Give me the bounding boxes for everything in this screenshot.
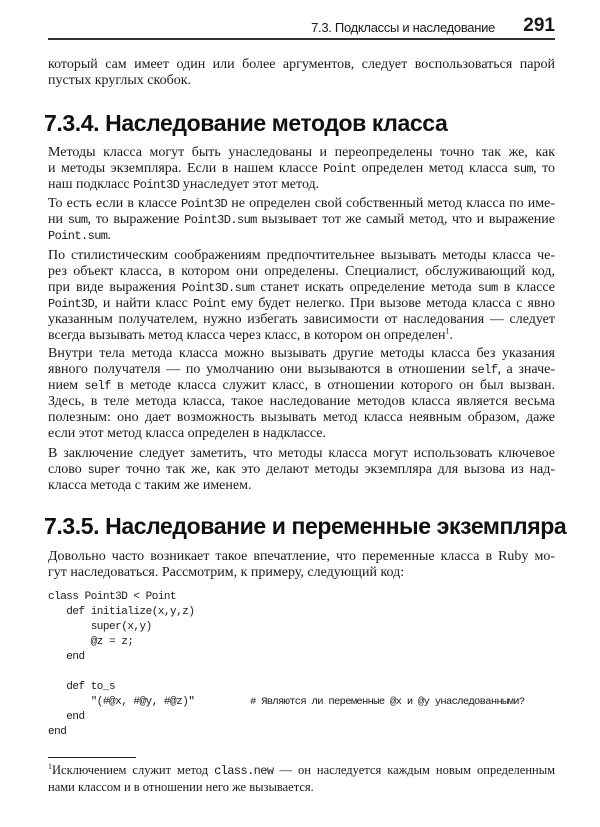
- text-line: [48, 57, 555, 73]
- paragraph: [48, 446, 555, 494]
- text-run: нами классом и в отношении него же вызывается.: [48, 780, 314, 794]
- inline-code: Point3D: [180, 197, 228, 211]
- text-run: ему будет нелегко. При вызове метода класса с явно: [226, 296, 555, 311]
- text-run: , и найти класс: [94, 296, 193, 311]
- code-text: end: [48, 651, 85, 663]
- text-run: наш подкласс: [48, 177, 134, 192]
- text-line: [48, 248, 555, 264]
- text-run: ни: [48, 212, 68, 227]
- code-text: @z = z;: [48, 636, 134, 648]
- text-line: [48, 280, 555, 296]
- inline-code: Point: [323, 162, 357, 176]
- text-run: не определен свой собственный метод класса по име-: [227, 196, 555, 211]
- inline-code: self: [470, 363, 498, 377]
- code-line: [48, 635, 555, 650]
- code-comment: # Являются ли переменные @x и @y унаследованными?: [250, 696, 525, 708]
- text-line: [48, 549, 555, 565]
- text-run: и методы экземпляра. Если в нашем классе: [48, 161, 324, 176]
- text-run: , то: [533, 161, 556, 176]
- text-run: полезным: оно дает возможность вызывать метод класса неявным образом, даже: [48, 410, 555, 425]
- text-run: нием: [48, 378, 85, 393]
- text-line: [48, 145, 555, 161]
- text-line: [48, 228, 555, 244]
- text-run: вызывает тот же самый метод, что и выражение: [256, 212, 555, 227]
- text-run: в классе: [497, 280, 556, 295]
- text-run: который сам имеет один или более аргументов, следует воспользоваться парой: [48, 57, 555, 72]
- code-line: [48, 650, 555, 665]
- code-text: "(#@x, #@y, #@z)": [48, 696, 195, 708]
- code-text: def initialize(x,y,z): [48, 606, 195, 618]
- text-run: определен метод класса: [356, 161, 514, 176]
- code-line: [48, 605, 555, 620]
- text-run: .: [449, 328, 453, 343]
- code-text: end: [48, 711, 85, 723]
- text-line: [48, 212, 555, 228]
- section-heading-7-3-5: 7.3.5. Наследование и переменные экземпляра: [44, 513, 567, 539]
- text-run: унаследует этот метод.: [179, 177, 320, 192]
- text-line: [48, 426, 555, 442]
- inline-code: Point: [192, 297, 226, 311]
- text-line: [48, 73, 555, 89]
- footnote: [48, 762, 555, 795]
- code-line: [48, 665, 555, 680]
- inline-code: Point3D: [48, 297, 95, 311]
- text-run: Методы класса могут быть унаследованы и переопределены точно так же, как: [48, 145, 555, 160]
- text-line: [48, 328, 555, 344]
- text-run: По стилистическим соображениям предпочтительнее вызывать методы класса че-: [48, 248, 555, 263]
- text-run: .: [107, 228, 111, 243]
- code-line: [48, 695, 555, 710]
- text-line: [48, 410, 555, 426]
- text-line: [48, 346, 555, 362]
- text-line: [48, 296, 555, 312]
- inline-code: Point.sum: [48, 229, 108, 243]
- code-line: [48, 725, 555, 740]
- text-run: станет искать определение метода: [254, 280, 478, 295]
- inline-code: sum: [477, 281, 498, 295]
- section-heading-7-3-4: 7.3.4. Наследование методов класса: [44, 110, 448, 136]
- code-text: super(x,y): [48, 621, 152, 633]
- footnote-marker: 1: [445, 326, 450, 336]
- footnote-divider: [48, 757, 136, 758]
- text-run: , то выражение: [87, 212, 185, 227]
- text-line: [48, 264, 555, 280]
- text-line: [48, 161, 555, 177]
- footnote-marker: 1: [48, 761, 52, 771]
- text-run: класса метода с таким же именем.: [48, 478, 252, 493]
- text-run: рез объект класса, в котором они определены. Специалист, обслуживающий код,: [48, 264, 555, 279]
- text-run: Внутри тела метода класса можно вызывать другие методы класса без указания: [48, 346, 555, 361]
- text-run: точно так же, как это делают методы экземпляра для вызова из над-: [120, 462, 556, 477]
- text-line: [48, 312, 555, 328]
- text-run: В заключение следует заметить, что методы класса могут использовать ключевое: [48, 446, 555, 461]
- inline-code: Point3D: [133, 178, 180, 192]
- page-number: 291: [523, 15, 555, 36]
- text-line: [48, 779, 555, 795]
- text-line: [48, 362, 555, 378]
- paragraph: [48, 57, 555, 89]
- text-run: Здесь, в теле метода класса, такое наследование методов класса является весьма: [48, 394, 555, 409]
- text-run: Исключением служит метод: [52, 763, 215, 777]
- inline-code: self: [84, 379, 111, 393]
- inline-code: Point3D.sum: [184, 213, 257, 227]
- code-text: def to_s: [48, 681, 116, 693]
- code-line: [48, 590, 555, 605]
- section-title: 7.3. Подклассы и наследование: [311, 20, 495, 35]
- text-line: [48, 196, 555, 212]
- running-header: [48, 14, 555, 40]
- code-listing: [48, 590, 555, 740]
- paragraph: [48, 196, 555, 244]
- inline-code: Point3D.sum: [181, 281, 255, 295]
- text-run: явного получателя — по умолчанию они вызываются в отношении: [48, 362, 471, 377]
- paragraph: [48, 346, 555, 442]
- code-line: [48, 680, 555, 695]
- paragraph: [48, 248, 555, 344]
- text-run: в методе класса служит класс, в отношении которого он был вызван.: [110, 378, 555, 393]
- inline-code: super: [87, 463, 121, 477]
- text-line: [48, 378, 555, 394]
- code-line: [48, 620, 555, 635]
- paragraph: [48, 549, 555, 581]
- text-run: пустых круглых скобок.: [48, 73, 192, 88]
- inline-code: class.new: [214, 764, 274, 778]
- text-run: слово: [48, 462, 88, 477]
- text-run: То есть если в классе: [48, 196, 181, 211]
- text-line: [48, 762, 555, 779]
- text-run: , а значе-: [497, 362, 555, 377]
- text-run: гут наследоваться. Рассмотрим, к примеру, следующий код:: [48, 565, 405, 580]
- paragraph: [48, 145, 555, 193]
- text-line: [48, 394, 555, 410]
- code-line: [48, 710, 555, 725]
- text-line: [48, 462, 555, 478]
- code-text: class Point3D < Point: [48, 591, 177, 603]
- text-run: — он наследуется каждым новым определенным: [273, 763, 556, 777]
- text-run: Довольно часто возникает такое впечатление, что переменные класса в Ruby мо-: [48, 549, 555, 564]
- text-run: всегда вызывать метод класса через класс, в котором он определен: [48, 328, 446, 343]
- text-run: указанным получателем, нужно избегать зависимости от наследования — следует: [48, 312, 555, 327]
- text-line: [48, 177, 555, 193]
- text-run: если этот метод класса определен в надклассе.: [48, 426, 326, 441]
- text-line: [48, 446, 555, 462]
- text-run: при виде выражения: [48, 280, 182, 295]
- text-line: [48, 478, 555, 494]
- inline-code: sum: [67, 213, 88, 227]
- inline-code: sum: [513, 162, 534, 176]
- text-line: [48, 565, 555, 581]
- code-text: end: [48, 726, 67, 738]
